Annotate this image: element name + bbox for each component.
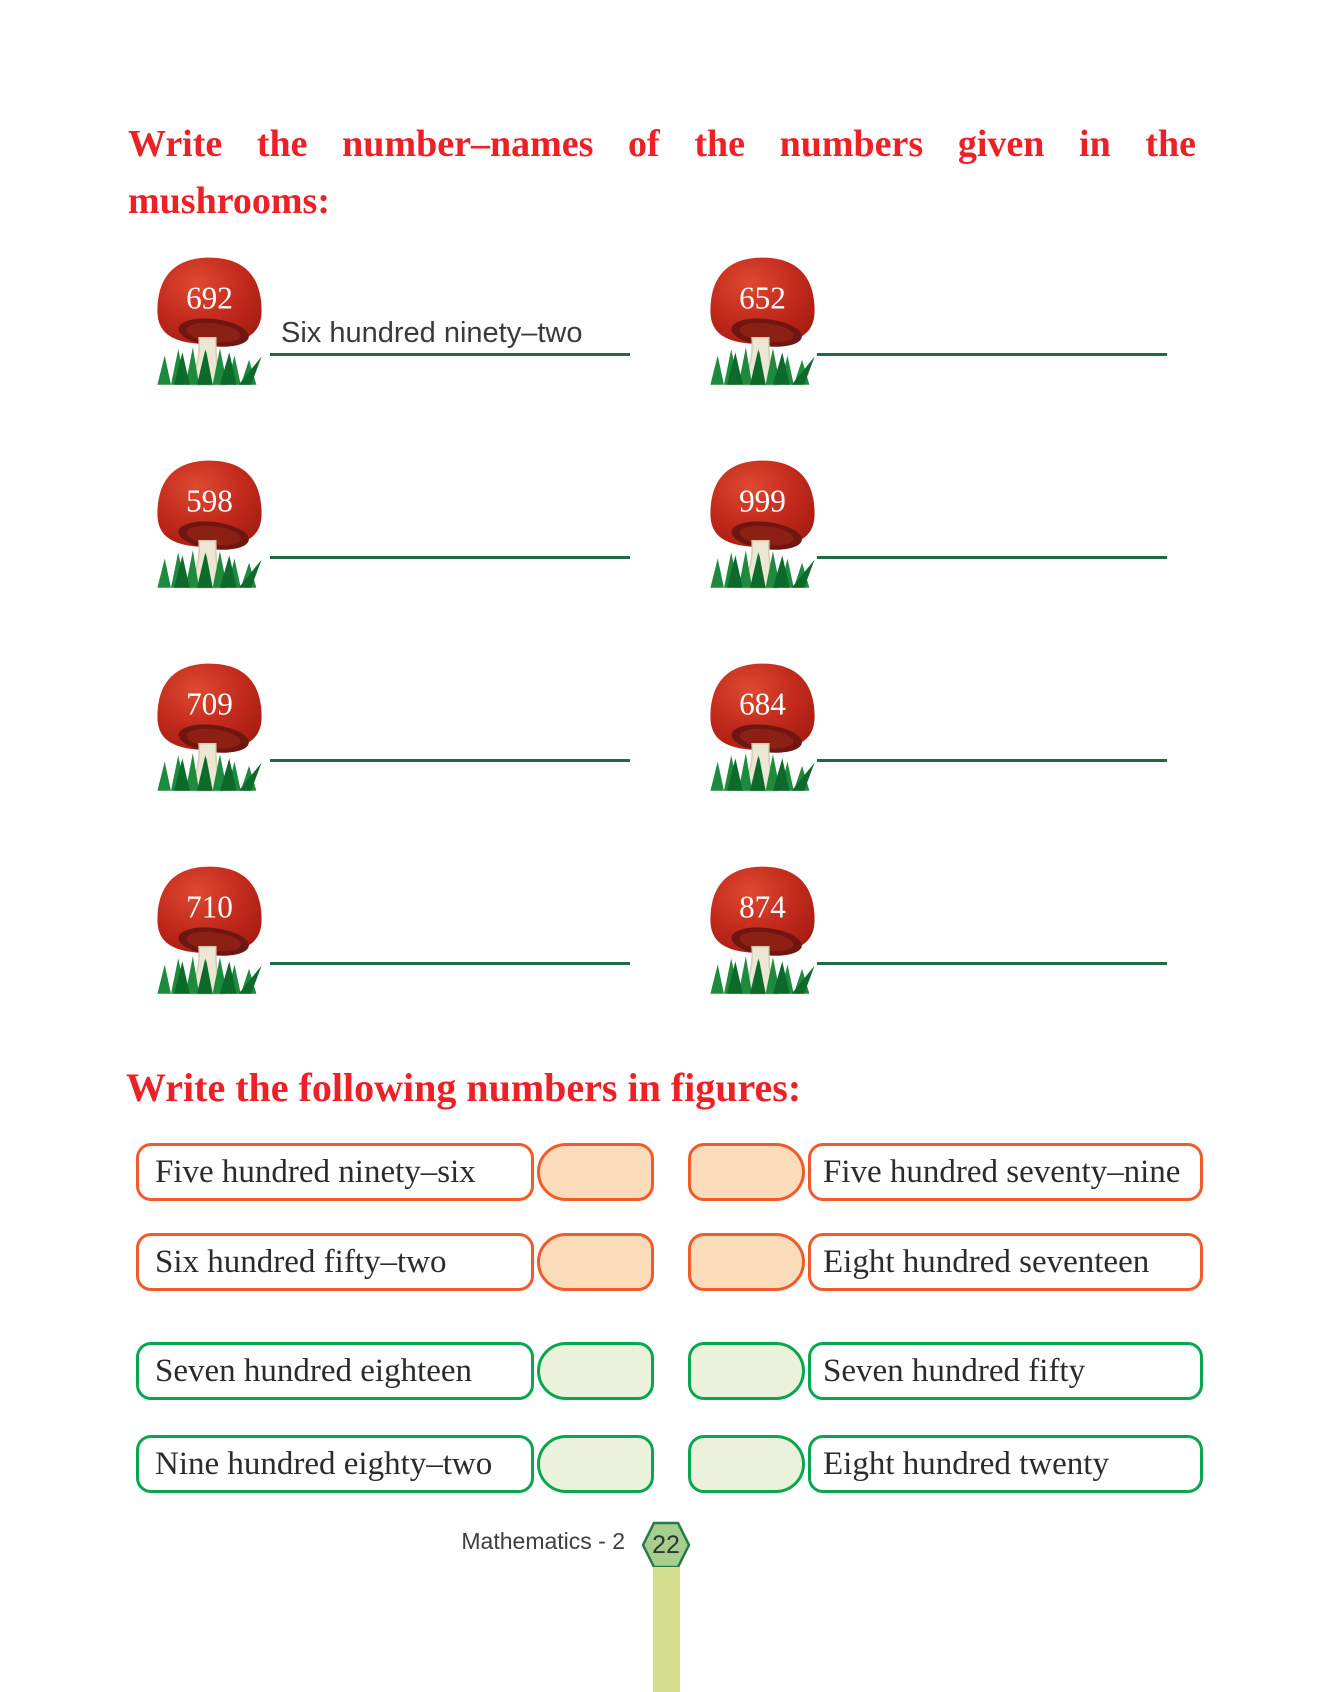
- section2-heading: Write the following numbers in figures:: [126, 1065, 802, 1110]
- number-name-label: Seven hundred eighteen: [136, 1342, 534, 1400]
- number-name-label: Five hundred ninety–six: [136, 1143, 534, 1201]
- page-number-badge: [641, 1521, 691, 1569]
- number-name-label: Nine hundred eighty–two: [136, 1435, 534, 1493]
- mushroom-icon: [147, 248, 272, 386]
- mushroom-number: 710: [186, 889, 233, 925]
- mushroom-number: 598: [186, 483, 233, 519]
- number-name-label: Seven hundred fifty: [808, 1342, 1203, 1400]
- mushroom-item: [147, 654, 272, 792]
- mushroom-item: [700, 248, 825, 386]
- mushroom-item: [147, 857, 272, 995]
- mushroom-item: [700, 654, 825, 792]
- answer-box[interactable]: [688, 1233, 805, 1291]
- answer-line[interactable]: [817, 556, 1167, 559]
- mushroom-item: [147, 451, 272, 589]
- number-name-label: Six hundred fifty–two: [136, 1233, 534, 1291]
- mushroom-item: [700, 857, 825, 995]
- mushroom-icon: [147, 451, 272, 589]
- answer-line[interactable]: [270, 556, 630, 559]
- answer-line[interactable]: [270, 759, 630, 762]
- mushroom-icon: [700, 451, 825, 589]
- answer-line[interactable]: [817, 962, 1167, 965]
- answer-box[interactable]: [688, 1435, 805, 1493]
- answer-line[interactable]: [817, 353, 1167, 356]
- answer-box[interactable]: [688, 1342, 805, 1400]
- number-name-label: Five hundred seventy–nine: [808, 1143, 1203, 1201]
- figures-row: [0, 1143, 1332, 1201]
- mushroom-number: 692: [186, 280, 233, 316]
- page-number: 22: [652, 1531, 680, 1559]
- section1-heading: [128, 116, 1196, 230]
- figures-row: [0, 1435, 1332, 1493]
- mushroom-icon: [147, 857, 272, 995]
- mushroom-answer-text: Six hundred ninety–two: [281, 317, 583, 349]
- answer-line[interactable]: [270, 353, 630, 356]
- mushroom-number: 684: [739, 686, 786, 722]
- mushroom-item: [147, 248, 272, 386]
- section1-heading-line2: mushrooms:: [128, 180, 330, 222]
- mushroom-item: [700, 451, 825, 589]
- section1-heading-line1: Write the number–names of the numbers given in the: [128, 123, 1196, 165]
- answer-box[interactable]: [537, 1143, 654, 1201]
- number-name-label: Eight hundred twenty: [808, 1435, 1203, 1493]
- answer-line[interactable]: [270, 962, 630, 965]
- figures-row: [0, 1342, 1332, 1400]
- mushroom-number: 874: [739, 889, 786, 925]
- mushroom-number: 999: [739, 483, 786, 519]
- book-title: Mathematics - 2: [461, 1528, 625, 1554]
- answer-box[interactable]: [537, 1233, 654, 1291]
- figures-row: [0, 1233, 1332, 1291]
- mushroom-icon: [147, 654, 272, 792]
- mushroom-icon: [700, 654, 825, 792]
- bottom-bar-decoration: [653, 1567, 680, 1692]
- mushroom-number: 709: [186, 686, 233, 722]
- number-name-label: Eight hundred seventeen: [808, 1233, 1203, 1291]
- answer-line[interactable]: [817, 759, 1167, 762]
- answer-box[interactable]: [688, 1143, 805, 1201]
- mushroom-number: 652: [739, 280, 786, 316]
- mushroom-icon: [700, 248, 825, 386]
- answer-box[interactable]: [537, 1342, 654, 1400]
- mushroom-icon: [700, 857, 825, 995]
- answer-box[interactable]: [537, 1435, 654, 1493]
